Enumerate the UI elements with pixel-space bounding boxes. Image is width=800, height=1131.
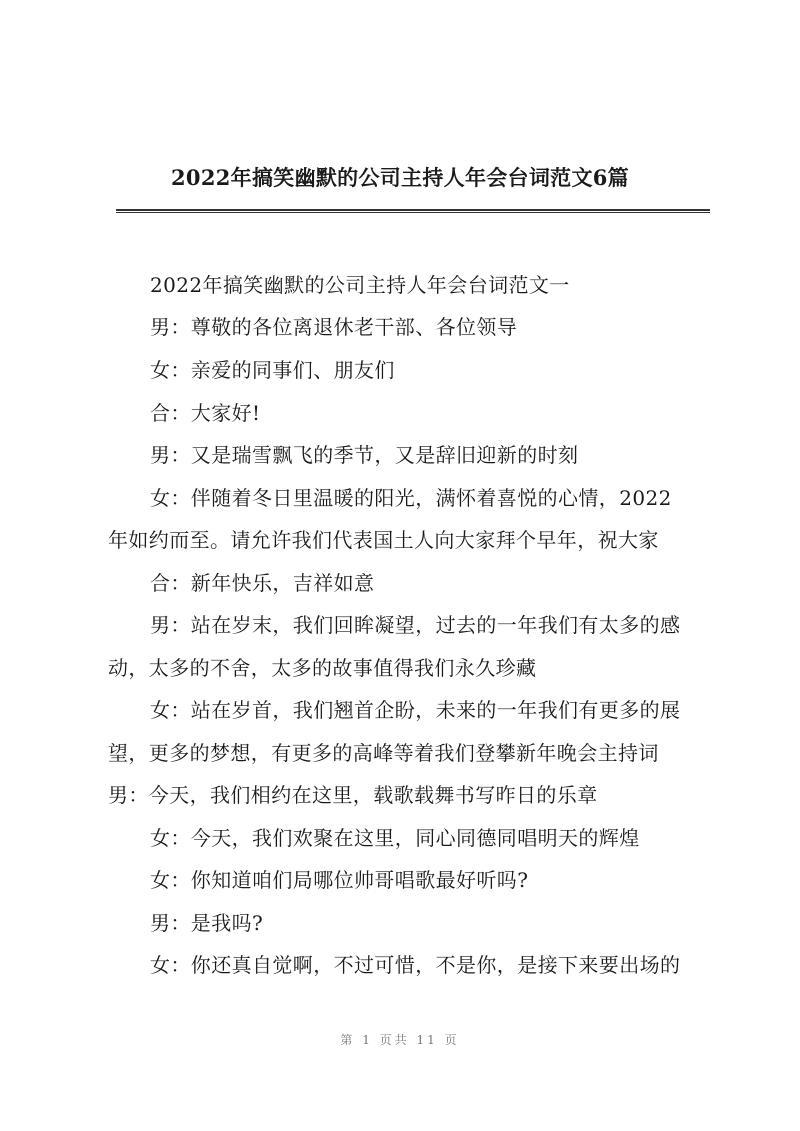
dialogue-line-continuation: 动，太多的不舍，太多的故事值得我们永久珍藏 [108, 656, 537, 680]
dialogue-line-continuation: 年如约而至。请允许我们代表国土人向大家拜个早年，祝大家 [108, 528, 659, 552]
dialogue-line: 女：亲爱的同事们、朋友们 [150, 358, 395, 382]
dialogue-line: 女：伴随着冬日里温暖的阳光，满怀着喜悦的心情，2022 [150, 486, 672, 510]
dialogue-line: 男：站在岁末，我们回眸凝望，过去的一年我们有太多的感 [150, 613, 681, 637]
dialogue-line: 男：是我吗? [150, 911, 264, 935]
dialogue-line: 合：新年快乐，吉祥如意 [150, 571, 375, 595]
dialogue-line: 女：你知道咱们局哪位帅哥唱歌最好听吗? [150, 868, 529, 892]
dialogue-line: 男：尊敬的各位离退休老干部、各位领导 [150, 315, 518, 339]
page-number-footer: 第 1 页共 11 页 [340, 1033, 460, 1047]
dialogue-line-continuation: 望，更多的梦想，有更多的高峰等着我们登攀新年晚会主持词 [108, 741, 659, 765]
dialogue-line: 男：又是瑞雪飘飞的季节，又是辞旧迎新的时刻 [150, 443, 579, 467]
dialogue-line: 女：你还真自觉啊，不过可惜，不是你，是接下来要出场的 [150, 953, 681, 977]
dialogue-line: 男：今天，我们相约在这里，载歌载舞书写昨日的乐章 [108, 783, 598, 807]
section-heading: 2022年搞笑幽默的公司主持人年会台词范文一 [150, 273, 570, 297]
dialogue-line: 女：今天，我们欢聚在这里，同心同德同唱明天的辉煌 [150, 826, 640, 850]
page-title: 2022年搞笑幽默的公司主持人年会台词范文6篇 [171, 165, 629, 190]
dialogue-line: 女：站在岁首，我们翘首企盼，未来的一年我们有更多的展 [150, 698, 681, 722]
dialogue-line: 合：大家好! [150, 401, 261, 425]
